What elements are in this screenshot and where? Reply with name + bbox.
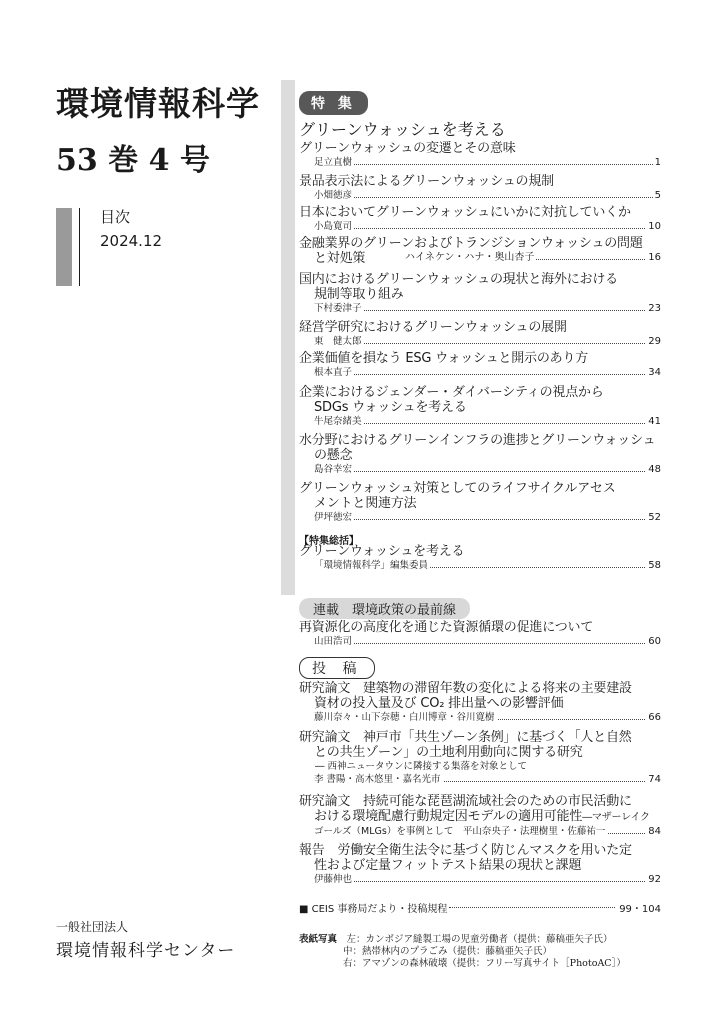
entry-page: 60 (648, 636, 661, 647)
leader-dots (314, 164, 661, 165)
entry-title: 国内におけるグリーンウォッシュの現状と海外における (299, 272, 618, 287)
leader-dots (314, 881, 661, 882)
toc-entry[interactable] (299, 794, 661, 839)
issue-date: 2024.12 (100, 232, 163, 250)
leader-dots (314, 374, 661, 375)
cover-credits (299, 934, 626, 970)
entry-page: 29 (648, 336, 661, 347)
entry-title: グリーンウォッシュを考える (299, 544, 465, 559)
entry-author-line (299, 221, 661, 234)
entry-page: 23 (648, 303, 661, 314)
entry-title: おける環境配慮行動規定因モデルの適用可能性―マザーレイク (314, 809, 650, 824)
serial-label (299, 598, 470, 619)
entry-page: 74 (648, 774, 661, 785)
issue-number: 53 巻 4 号 (56, 143, 210, 178)
entry-author-line (299, 636, 661, 649)
entry-author: 「環境情報科学」編集委員 (314, 560, 429, 571)
entry-title: 研究論文 建築物の滞留年数の変化による将来の主要建設 (299, 681, 632, 696)
entry-author-line (299, 774, 661, 787)
toc-entry[interactable] (299, 385, 661, 429)
divider (79, 208, 80, 286)
entry-title: 企業価値を損なう ESG ウォッシュと開示のあり方 (299, 351, 589, 366)
entry-title: 水分野におけるグリーンインフラの進捗とグリーンウォッシュ (299, 433, 656, 448)
entry-title: 報告 労働安全衛生法令に基づく防じんマスクを用いた定 (299, 843, 632, 858)
entry-author-line (299, 826, 661, 839)
entry-author: 小畑徳彦 (314, 190, 353, 201)
entry-title: 企業におけるジェンダー・ダイバーシティの視点から (299, 385, 604, 400)
entry-page: 34 (648, 367, 661, 378)
entry-title: 研究論文 神戸市「共生ゾーン条例」に基づく「人と自然 (299, 730, 632, 745)
entry-author: 東 健太郎 (314, 336, 362, 347)
entry-title: 日本においてグリーンウォッシュにいかに対抗していくか (299, 205, 631, 220)
entry-author: 下村委津子 (314, 303, 362, 314)
entry-title: 研究論文 持続可能な琵琶湖流域社会のための市民活動に (299, 794, 632, 809)
entry-page: 10 (648, 221, 661, 232)
entry-author-line (299, 874, 661, 887)
entry-title: グリーンウォッシュ対策としてのライフサイクルアセス (299, 481, 616, 496)
entry-author: 伊藤伸也 (314, 874, 353, 885)
entry-author: 根本直子 (314, 367, 353, 378)
toc-background (281, 80, 295, 595)
entry-author: 山田浩司 (314, 636, 353, 647)
entry-author-line (299, 712, 661, 725)
cover-line: 中：熱帯林内のプラごみ（提供：藤稿亜矢子氏） (343, 946, 553, 957)
serial-pill: 連載 環境政策の最前線 (299, 598, 470, 619)
leader-dots (314, 471, 661, 472)
entry-page: 48 (648, 464, 661, 475)
entry-title-suffix: ―マザーレイク (582, 812, 650, 823)
cover-line: 右：アマゾンの森林破壊（提供：フリー写真サイト［PhotoAC］） (343, 958, 626, 969)
entry-subtitle: ― 西神ニュータウンに隣接する集落を対象として (315, 761, 528, 772)
entry-title: 資材の投入量及び CO₂ 排出量への影響評価 (314, 696, 564, 711)
toc-entry[interactable] (299, 174, 661, 203)
toc-entry[interactable] (299, 351, 661, 380)
special-theme: グリーンウォッシュを考える (299, 120, 506, 139)
toc-entry[interactable] (299, 544, 661, 573)
entry-page: 1 (654, 157, 661, 168)
submissions-label (299, 657, 375, 679)
entry-author: ゴールズ（MLGs）を事例として 平山奈央子・法理樹里・佐藤祐一 (314, 826, 606, 837)
special-pill: 特 集 (299, 91, 368, 115)
toc-label: 目次 (100, 208, 131, 226)
leader-dots (314, 423, 661, 424)
toc-entry[interactable] (299, 272, 661, 316)
entry-title: メントと関連方法 (314, 496, 417, 511)
entry-title: 金融業界のグリーンおよびトランジションウォッシュの問題 (299, 236, 643, 251)
entry-author: ハイネケン・ハナ・奥山杏子 (405, 252, 535, 263)
entry-page: 66 (648, 712, 661, 723)
ceis-label: ■ CEIS 事務局だより・投稿規程 (299, 900, 450, 915)
entry-title: 景品表示法によるグリーンウォッシュの規制 (299, 174, 554, 189)
entry-author-line (299, 512, 661, 525)
submissions-pill: 投 稿 (299, 657, 375, 679)
entry-author: 伊坪徳宏 (314, 512, 353, 523)
toc-entry[interactable] (299, 681, 661, 725)
cover-label: 表紙写真 (299, 934, 338, 945)
entry-title: 再資源化の高度化を通じた資源循環の促進について (299, 620, 594, 635)
leader-dots (314, 519, 661, 520)
entry-author-line (299, 190, 661, 203)
entry-author-line (299, 464, 661, 477)
entry-page: 41 (648, 416, 661, 427)
entry-page: 84 (648, 826, 661, 837)
toc-entry[interactable] (299, 481, 661, 525)
toc-entry[interactable] (299, 205, 661, 234)
toc-entry[interactable] (299, 620, 661, 649)
toc-entry[interactable] (299, 236, 661, 265)
ceis-leader (449, 907, 621, 908)
entry-author: 李 書陽・高木悠里・嘉名光市 (314, 774, 441, 785)
entry-title: SDGs ウォッシュを考える (314, 400, 467, 415)
special-entries (299, 0, 661, 1012)
decorative-bar (56, 208, 72, 286)
entry-author-line (299, 252, 661, 265)
toc-entry[interactable] (299, 141, 661, 170)
entry-page: 58 (648, 560, 661, 571)
entry-author-line (299, 560, 661, 573)
cover-line: 左：カンボジア縫製工場の児童労働者（提供：藤稿亜矢子氏） (346, 934, 613, 945)
publisher-type: 一般社団法人 (56, 920, 129, 934)
summary-tag: 【特集総括】 (299, 536, 359, 547)
entry-title: との共生ゾーン」の土地利用動向に関する研究 (314, 745, 583, 760)
entry-author: 足立直樹 (314, 157, 353, 168)
entry-title: 経営学研究におけるグリーンウォッシュの展開 (299, 320, 567, 335)
entry-author-line (299, 336, 661, 349)
entry-title: と対処策 (314, 251, 366, 266)
leader-dots (314, 228, 661, 229)
entry-author-line (299, 157, 661, 170)
entry-author: 小島寛司 (314, 221, 353, 232)
entry-author: 島谷幸宏 (314, 464, 353, 475)
entry-author-line (299, 367, 661, 380)
entry-author: 牛尾奈緒美 (314, 416, 362, 427)
entry-author-line (299, 416, 661, 429)
ceis-line (299, 900, 661, 914)
toc-entry[interactable] (299, 843, 661, 887)
entry-author: 藤川奈々・山下奈穂・白川博章・谷川寛樹 (314, 712, 495, 723)
entry-page: 16 (648, 252, 661, 263)
toc-entry[interactable] (299, 433, 661, 477)
leader-dots (314, 197, 661, 198)
entry-title: 規制等取り組み (314, 287, 404, 302)
leader-dots (314, 310, 661, 311)
ceis-pages: 99・104 (616, 900, 661, 915)
entry-page: 5 (654, 190, 661, 201)
entry-author-line (299, 303, 661, 316)
toc-entry[interactable] (299, 320, 661, 349)
leader-dots (314, 343, 661, 344)
entry-page: 52 (648, 512, 661, 523)
toc-entry[interactable] (299, 730, 661, 787)
entry-page: 92 (648, 874, 661, 885)
entry-title: グリーンウォッシュの変遷とその意味 (299, 141, 516, 156)
entry-title: 性および定量フィットテスト結果の現状と課題 (314, 858, 582, 873)
leader-dots (314, 643, 661, 644)
journal-title: 環境情報科学 (56, 84, 260, 123)
entry-title: の懸念 (314, 448, 353, 463)
publisher-name: 環境情報科学センター (56, 941, 236, 961)
